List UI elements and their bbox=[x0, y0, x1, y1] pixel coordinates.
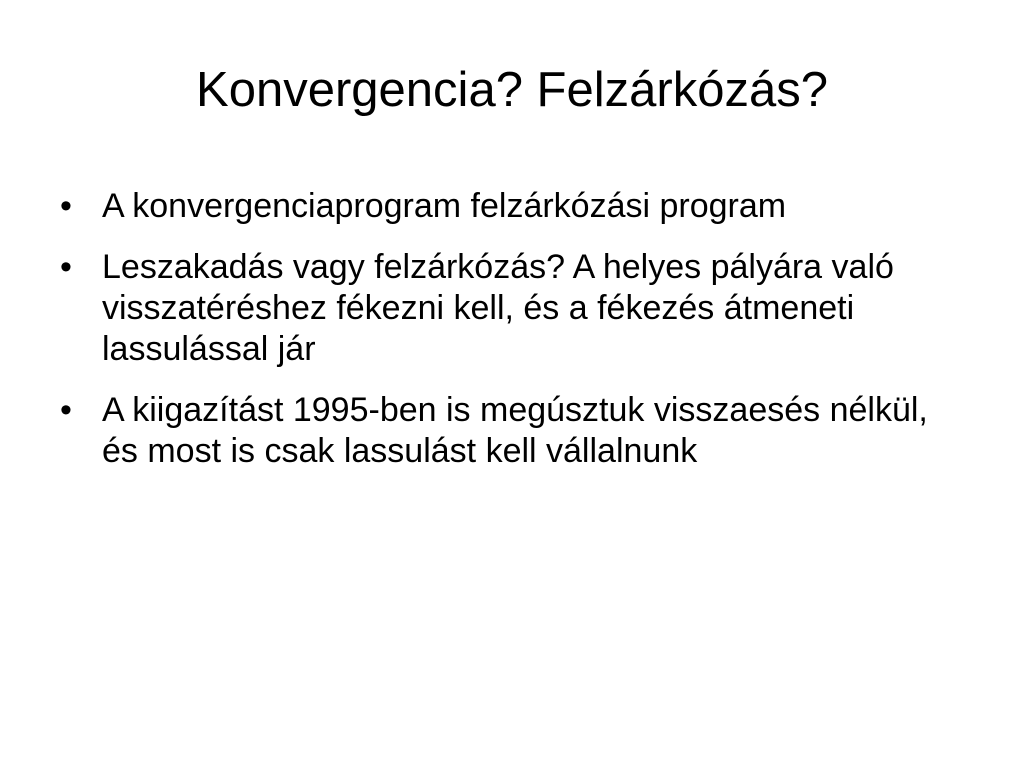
bullet-item bbox=[60, 390, 940, 472]
bullet-text: A konvergenciaprogram felzárkózási program bbox=[102, 187, 787, 225]
bullet-item bbox=[60, 247, 940, 370]
bullet-dot-icon: • bbox=[60, 391, 72, 429]
slide-title: Konvergencia? Felzárkózás? bbox=[196, 63, 828, 117]
bullet-dot-icon: • bbox=[60, 248, 72, 286]
bullet-text: A kiigazítást 1995-ben is megúsztuk visszaesés nélkül, és most is csak lassulást kell vállalnunk bbox=[102, 391, 928, 470]
bullet-list bbox=[60, 186, 940, 492]
bullet-item bbox=[60, 186, 940, 227]
bullet-dot-icon: • bbox=[60, 187, 72, 225]
bullet-text: Leszakadás vagy felzárkózás? A helyes pályára való visszatéréshez fékezni kell, és a fékezés átmeneti lassulással jár bbox=[102, 248, 894, 368]
